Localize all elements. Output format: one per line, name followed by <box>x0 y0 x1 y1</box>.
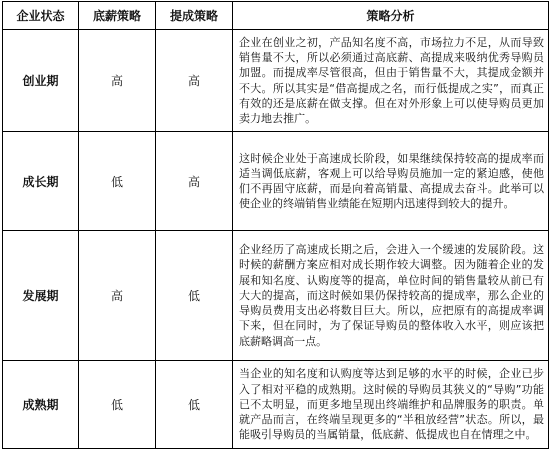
stage-cell: 成长期 <box>3 132 79 231</box>
stage-cell: 创业期 <box>3 30 79 132</box>
header-base-salary: 底薪策略 <box>79 2 156 30</box>
analysis-cell: 这时候企业处于高速成长阶段，如果继续保持较高的提成率而适当调低底薪，客观上可以给导购员施加一定的紧迫感，使他们不再固守底薪，而是向着高销量、高提成去奋斗。此举可以使企业的终端销售业绩能在短期内迅速得到较大的提升。 <box>233 132 549 231</box>
table-header <box>3 2 549 30</box>
table-row <box>3 132 549 231</box>
header-analysis: 策略分析 <box>233 2 549 30</box>
header-row <box>3 2 549 30</box>
analysis-cell: 企业经历了高速成长期之后，会进入一个缓速的发展阶段。这时候的薪酬方案应相对成长期作较大调整。因为随着企业的发展和知名度、认购度等的提高，单位时间的销售量较从前已有大大的提高，而这时候如果仍保持较高的提成率，那么企业的导购员费用支出必将数目巨大。所以，应把原有的高提成率调下来，但在同时，为了保证导购员的整体收入水平，则应该把底薪略调高一点。 <box>233 231 549 361</box>
base-salary-cell: 高 <box>79 30 156 132</box>
stage-cell: 成熟期 <box>3 361 79 449</box>
strategy-table <box>2 1 549 449</box>
base-salary-cell: 高 <box>79 231 156 361</box>
header-commission: 提成策略 <box>156 2 233 30</box>
table-body <box>3 30 549 449</box>
commission-cell: 高 <box>156 30 233 132</box>
table-row <box>3 30 549 132</box>
stage-cell: 发展期 <box>3 231 79 361</box>
table-row <box>3 231 549 361</box>
analysis-cell: 当企业的知名度和认购度等达到足够的水平的时候，企业已步入了相对平稳的成熟期。这时候的导购员其狭义的“导购”功能已不太明显，而更多地呈现出终端维护和品牌服务的职责。单就产品而言，在终端呈现更多的“半租放经营”状态。所以，最能吸引导购员的当属销量，低底薪、低提成也自在情理之中。 <box>233 361 549 449</box>
commission-cell: 高 <box>156 132 233 231</box>
table-row <box>3 361 549 449</box>
commission-cell: 低 <box>156 361 233 449</box>
header-stage: 企业状态 <box>3 2 79 30</box>
analysis-cell: 企业在创业之初，产品知名度不高，市场拉力不足，从而导致销售量不大，所以必须通过高底薪、高提成来吸纳优秀导购员加盟。而提成率尽管很高，但由于销售量不大，其提成金额并不大。所以其实是“借高提成之名，而行低提成之实”，而真正有效的还是底薪在做支撑。但在对外形象上可以使导购员更加卖力地去推广。 <box>233 30 549 132</box>
base-salary-cell: 低 <box>79 361 156 449</box>
base-salary-cell: 低 <box>79 132 156 231</box>
commission-cell: 低 <box>156 231 233 361</box>
